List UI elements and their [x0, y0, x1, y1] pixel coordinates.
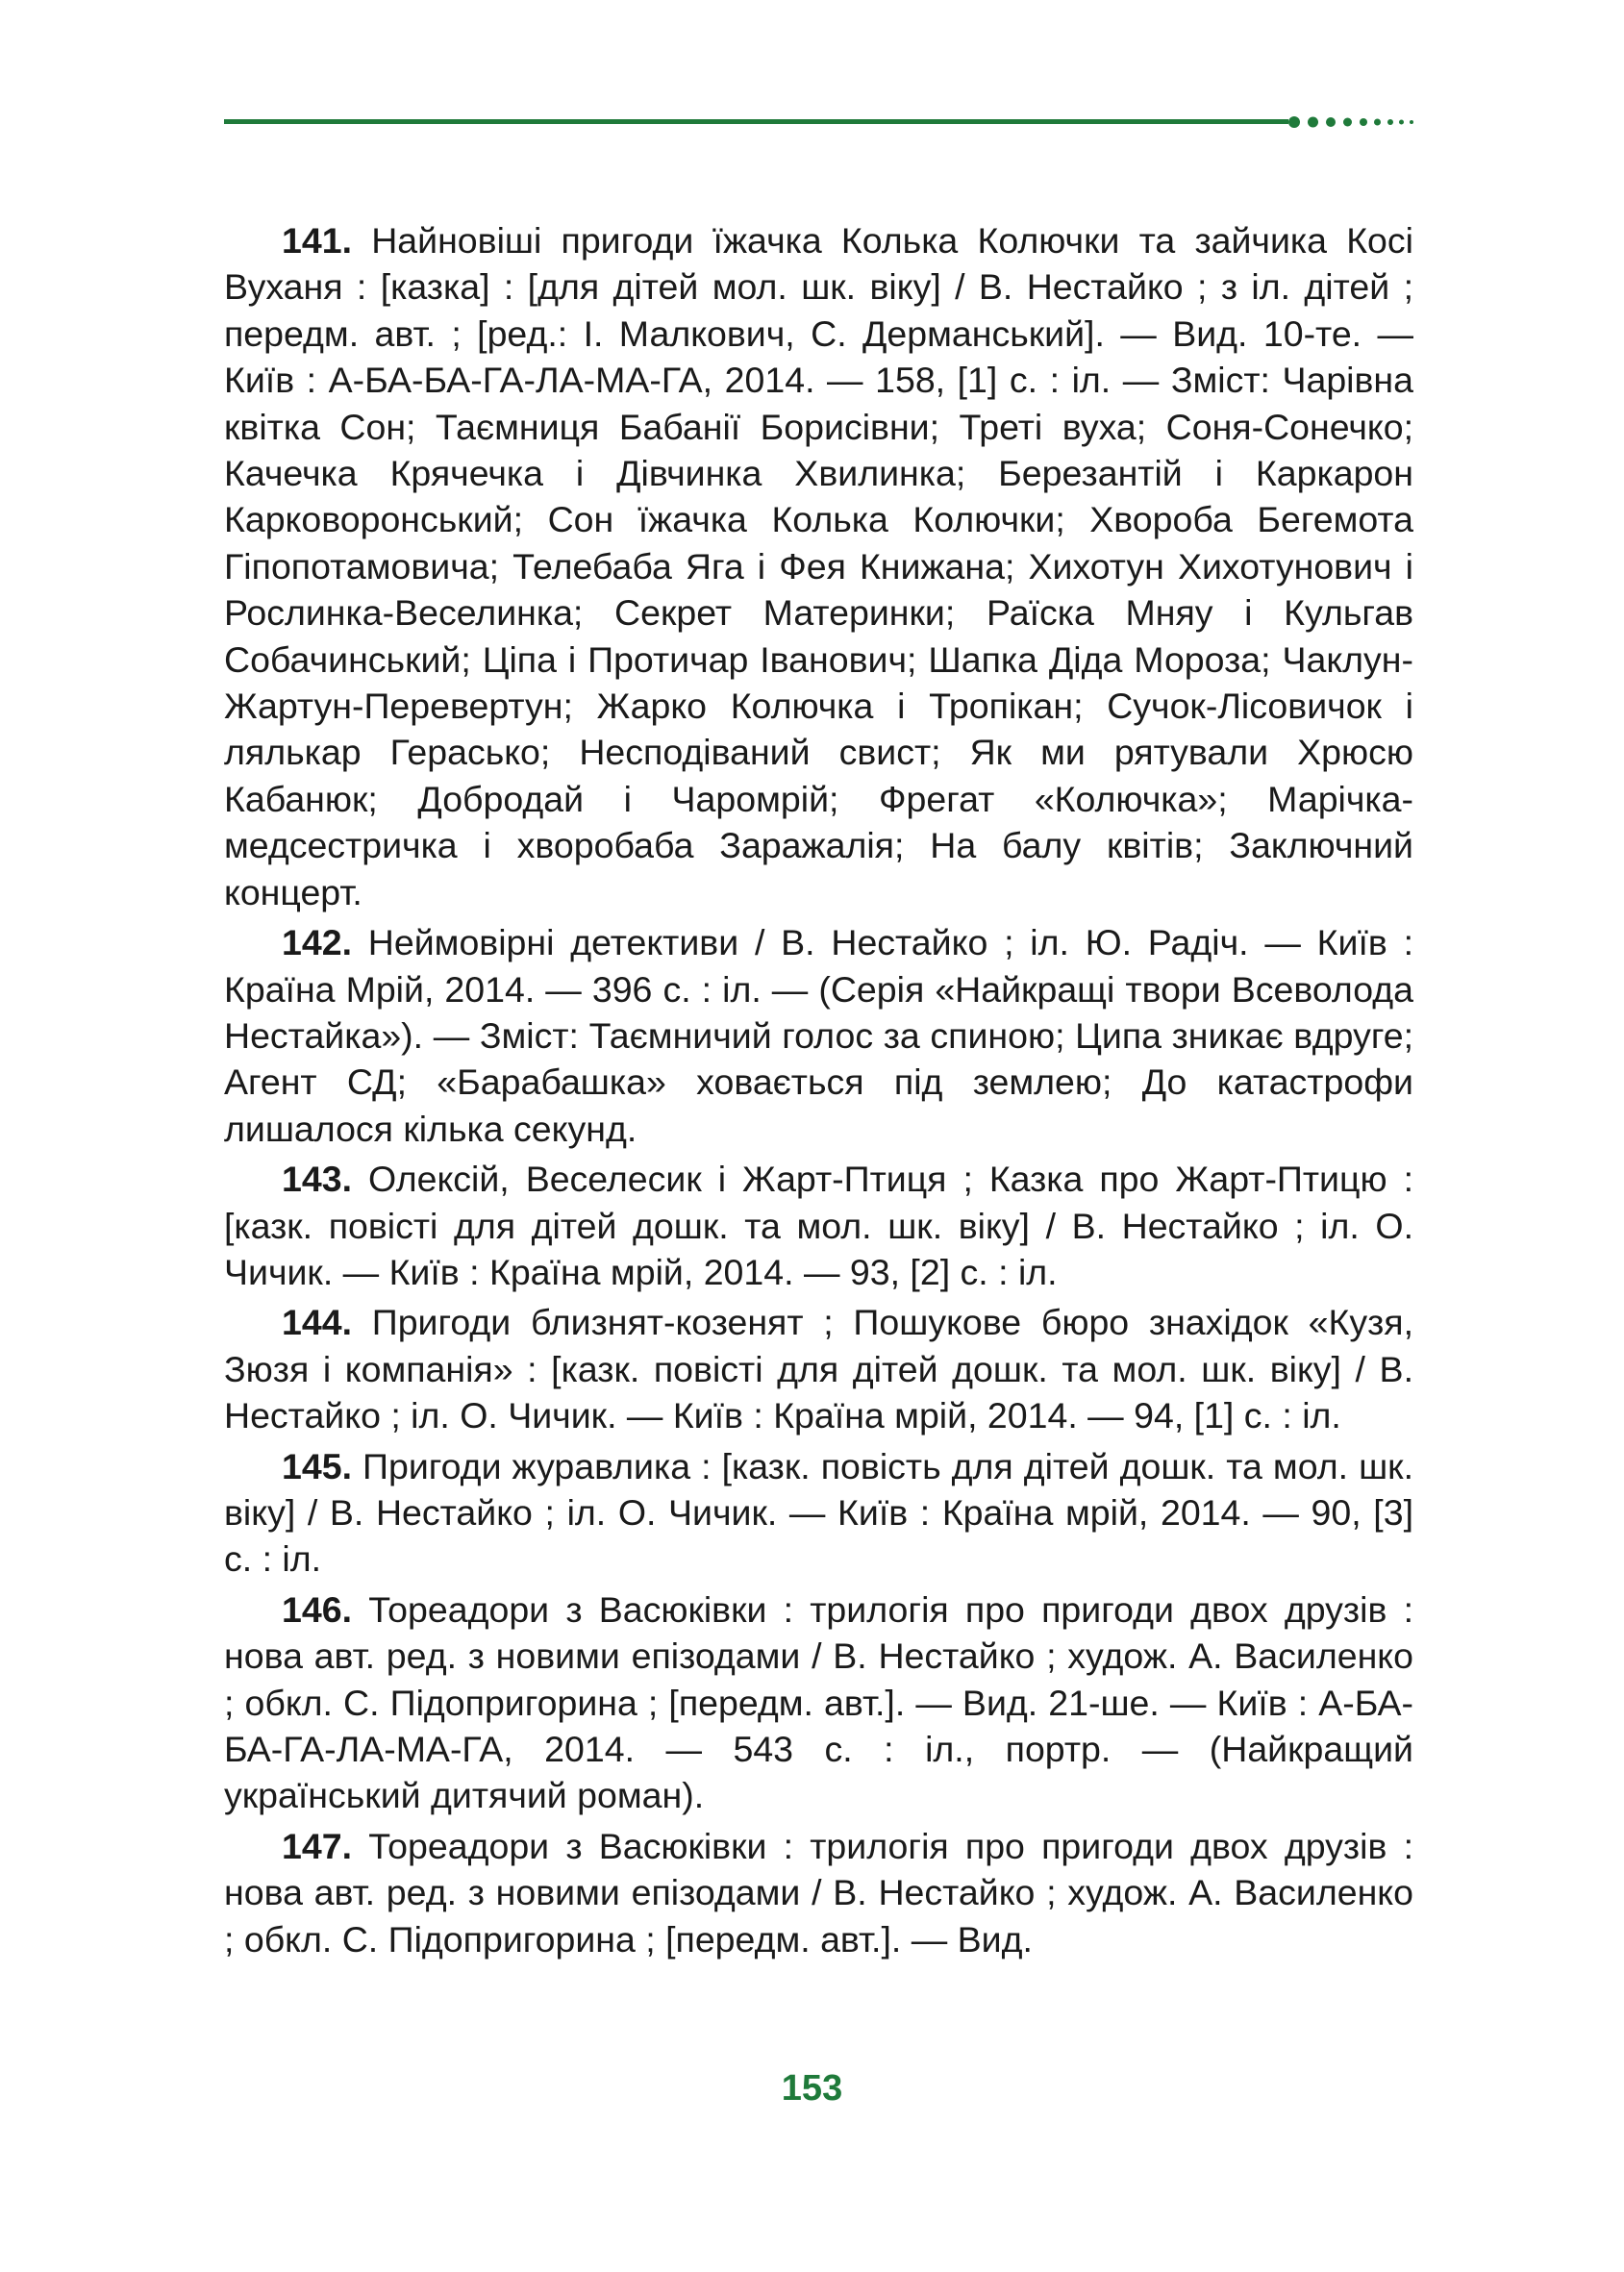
bibliography-list [224, 217, 1413, 1966]
page-number: 153 [781, 2068, 843, 2109]
entry-145 [224, 1443, 1413, 1583]
entry-number: 145. [282, 1445, 352, 1486]
entry-146 [224, 1586, 1413, 1819]
entry-number: 141. [282, 220, 352, 261]
entry-text: Пригоди журавлика : [казк. повість для дітей дошк. та мол. шк. віку] / В. Нестайко ; іл. О. Чичик. — Київ : Країна мрій, 2014. — 90, [3] с. : іл. [224, 1445, 1413, 1580]
entry-144 [224, 1299, 1413, 1438]
entry-text: Тореадори з Васюківки : трилогія про пригоди двох друзів : нова авт. ред. з новими епізодами / В. Нестайко ; худож. А. Василенко ; обкл. С. Підопригорина ; [передм. авт.]. — Вид. 21-ше. — Київ : А-БА-БА-ГА-ЛА-МА-ГА, 2014. — 543 с. : іл., портр. — (Найкращий український дитячий роман). [224, 1588, 1413, 1816]
entry-147 [224, 1823, 1413, 1962]
entry-number: 142. [282, 922, 352, 963]
entry-text: Найновіші пригоди їжачка Колька Колючки та зайчика Косі Вуханя : [казка] : [для дітей мол. шк. віку] / В. Нестайко ; з іл. дітей ; передм. авт. ; [ред.: І. Малкович, С. Дерманський]. — Вид. 10-те. — Київ : А-БА-БА-ГА-ЛА-МА-ГА, 2014. — 158, [1] с. : іл. — Зміст: Чарівна квітка Сон; Таємниця Бабанії Борисівни; Треті вуха; Соня-Сонечко; Качечка Крячечка і Дівчинка Хвилинка; Березантій і Каркарон Карковоронський; Сон їжачка Колька Колючки; Хвороба Бегемота Гіпопотамовича; Телебаба Яга і Фея Книжана; Хихотун Хихотунович і Рослинка-Веселинка; Секрет Материнки; Раїска Мняу і Кульгав Собачинський; Ціпа і Протичар Іванович; Шапка Діда Мороза; Чаклун-Жартун-Перевертун; Жарко Колючка і Тропікан; Сучок-Лісовичок і лялькар Герасько; Несподіваний свист; Як ми рятували Хрюсю Кабанюк; Добродай і Чаромрій; Фрегат «Колючка»; Марічка-медсестричка і хворобаба Заражалія; На балу квітів; Заключний концерт. [224, 220, 1413, 912]
entry-number: 146. [282, 1588, 352, 1630]
header-rule [224, 119, 1288, 124]
entry-141 [224, 217, 1413, 915]
entry-143 [224, 1156, 1413, 1295]
header-dotted-rule [1288, 116, 1413, 128]
entry-number: 147. [282, 1825, 352, 1866]
entry-text: Олексій, Веселесик і Жарт-Птиця ; Казка про Жарт-Птицю : [казк. повісті для дітей дошк. та мол. шк. віку] / В. Нестайко ; іл. О. Чичик. — Київ : Країна мрій, 2014. — 93, [2] с. : іл. [224, 1159, 1413, 1292]
entry-text: Пригоди близнят-козенят ; Пошукове бюро знахідок «Кузя, Зюзя і компанія» : [казк. повісті для дітей дошк. та мол. шк. віку] / В. Нестайко ; іл. О. Чичик. — Київ : Країна мрій, 2014. — 94, [1] с. : іл. [224, 1302, 1413, 1436]
entry-number: 144. [282, 1302, 352, 1343]
entry-text: Тореадори з Васюківки : трилогія про пригоди двох друзів : нова авт. ред. з новими епізодами / В. Нестайко ; худож. А. Василенко ; обкл. С. Підопригорина ; [передм. авт.]. — Вид. [224, 1825, 1413, 1960]
entry-142 [224, 919, 1413, 1152]
entry-text: Неймовірні детективи / В. Нестайко ; іл. Ю. Радіч. — Київ : Країна Мрій, 2014. — 396 с. : іл. — (Серія «Найкращі твори Всеволода Нестайка»). — Зміст: Таємничий голос за спиною; Ципа зникає вдруге; Агент СД; «Барабашка» ховається під землею; До катастрофи лишалося кілька секунд. [224, 922, 1413, 1149]
entry-number: 143. [282, 1159, 352, 1200]
